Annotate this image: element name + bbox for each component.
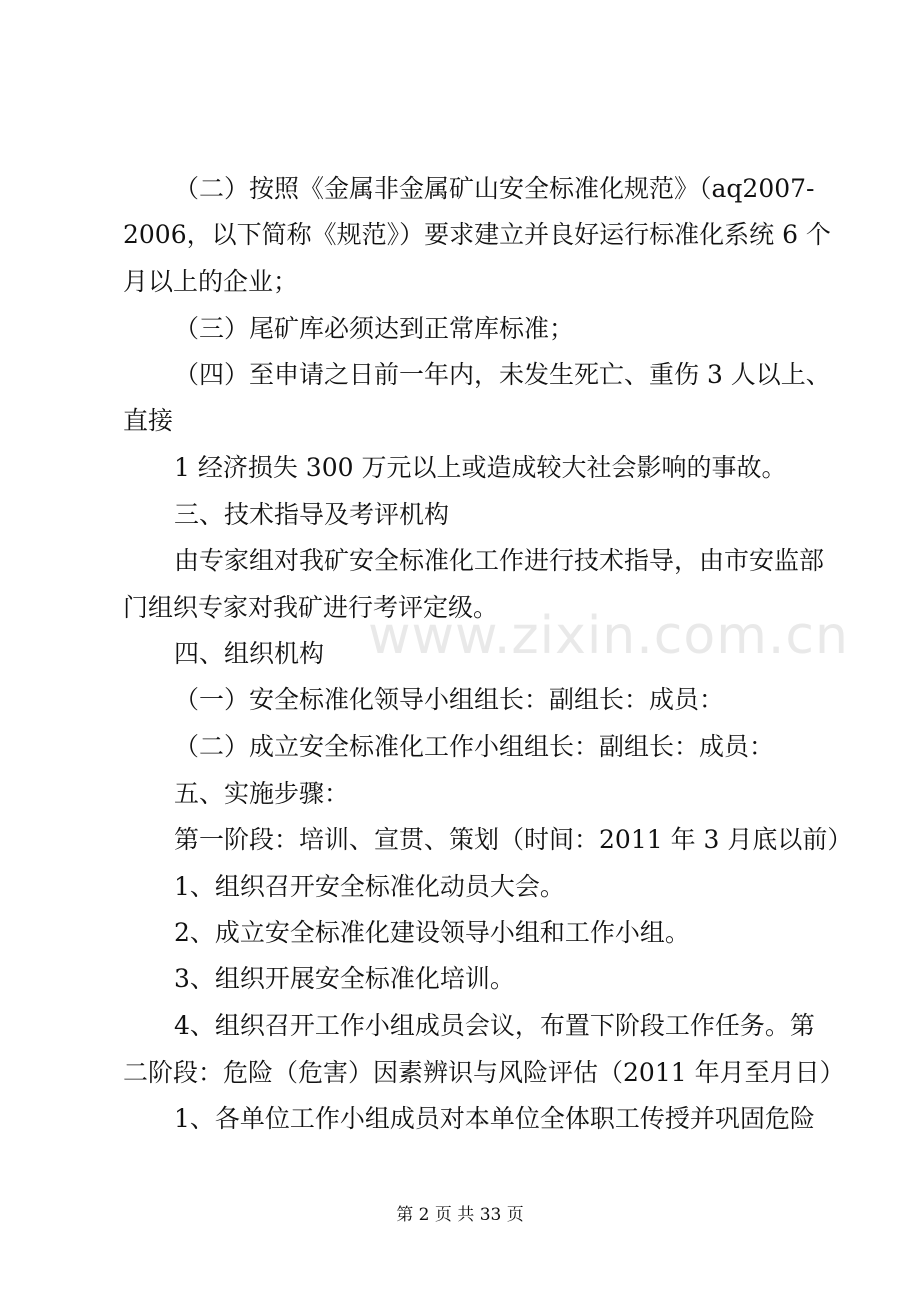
paragraph-line: 门组织专家对我矿进行考评定级。 [123, 593, 499, 622]
list-item: 2、成立安全标准化建设领导小组和工作小组。 [174, 918, 690, 947]
paragraph-line: 第一阶段：培训、宣贯、策划（时间：2011 年 3 月底以前） [174, 825, 853, 854]
paragraph-line: （四）至申请之日前一年内，未发生死亡、重伤 3 人以上、 [174, 360, 831, 389]
paragraph-line: 2006，以下简称《规范》）要求建立并良好运行标准化系统 6 个 [123, 220, 831, 249]
paragraph-line: （二）成立安全标准化工作小组组长：副组长：成员： [174, 732, 775, 761]
paragraph-line: （三）尾矿库必须达到正常库标准； [174, 314, 575, 343]
watermark: www.zixin.com.cn [368, 606, 849, 666]
list-item: 3、组织开展安全标准化培训。 [174, 964, 515, 993]
section-heading: 四、组织机构 [174, 639, 325, 668]
page-footer: 第 2 页 共 33 页 [396, 1205, 524, 1225]
paragraph-line: （二）按照《金属非金属矿山安全标准化规范》（aq2007- [174, 174, 815, 203]
paragraph-line: 直接 [123, 406, 174, 435]
list-item: 4、组织召开工作小组成员会议，布置下阶段工作任务。第 [174, 1011, 815, 1040]
list-item: 1、各单位工作小组成员对本单位全体职工传授并巩固危险 [174, 1104, 815, 1133]
paragraph-line: 由专家组对我矿安全标准化工作进行技术指导，由市安监部 [174, 546, 825, 575]
paragraph-line: 二阶段：危险（危害）因素辨识与风险评估（2011 年月至月日） [123, 1058, 845, 1087]
section-heading: 三、技术指导及考评机构 [174, 500, 450, 529]
paragraph-line: 1 经济损失 300 万元以上或造成较大社会影响的事故。 [174, 453, 787, 482]
paragraph-line: 月以上的企业； [123, 267, 299, 296]
section-heading: 五、实施步骤： [174, 779, 350, 808]
list-item: 1、组织召开安全标准化动员大会。 [174, 872, 565, 901]
paragraph-line: （一）安全标准化领导小组组长：副组长：成员： [174, 685, 725, 714]
